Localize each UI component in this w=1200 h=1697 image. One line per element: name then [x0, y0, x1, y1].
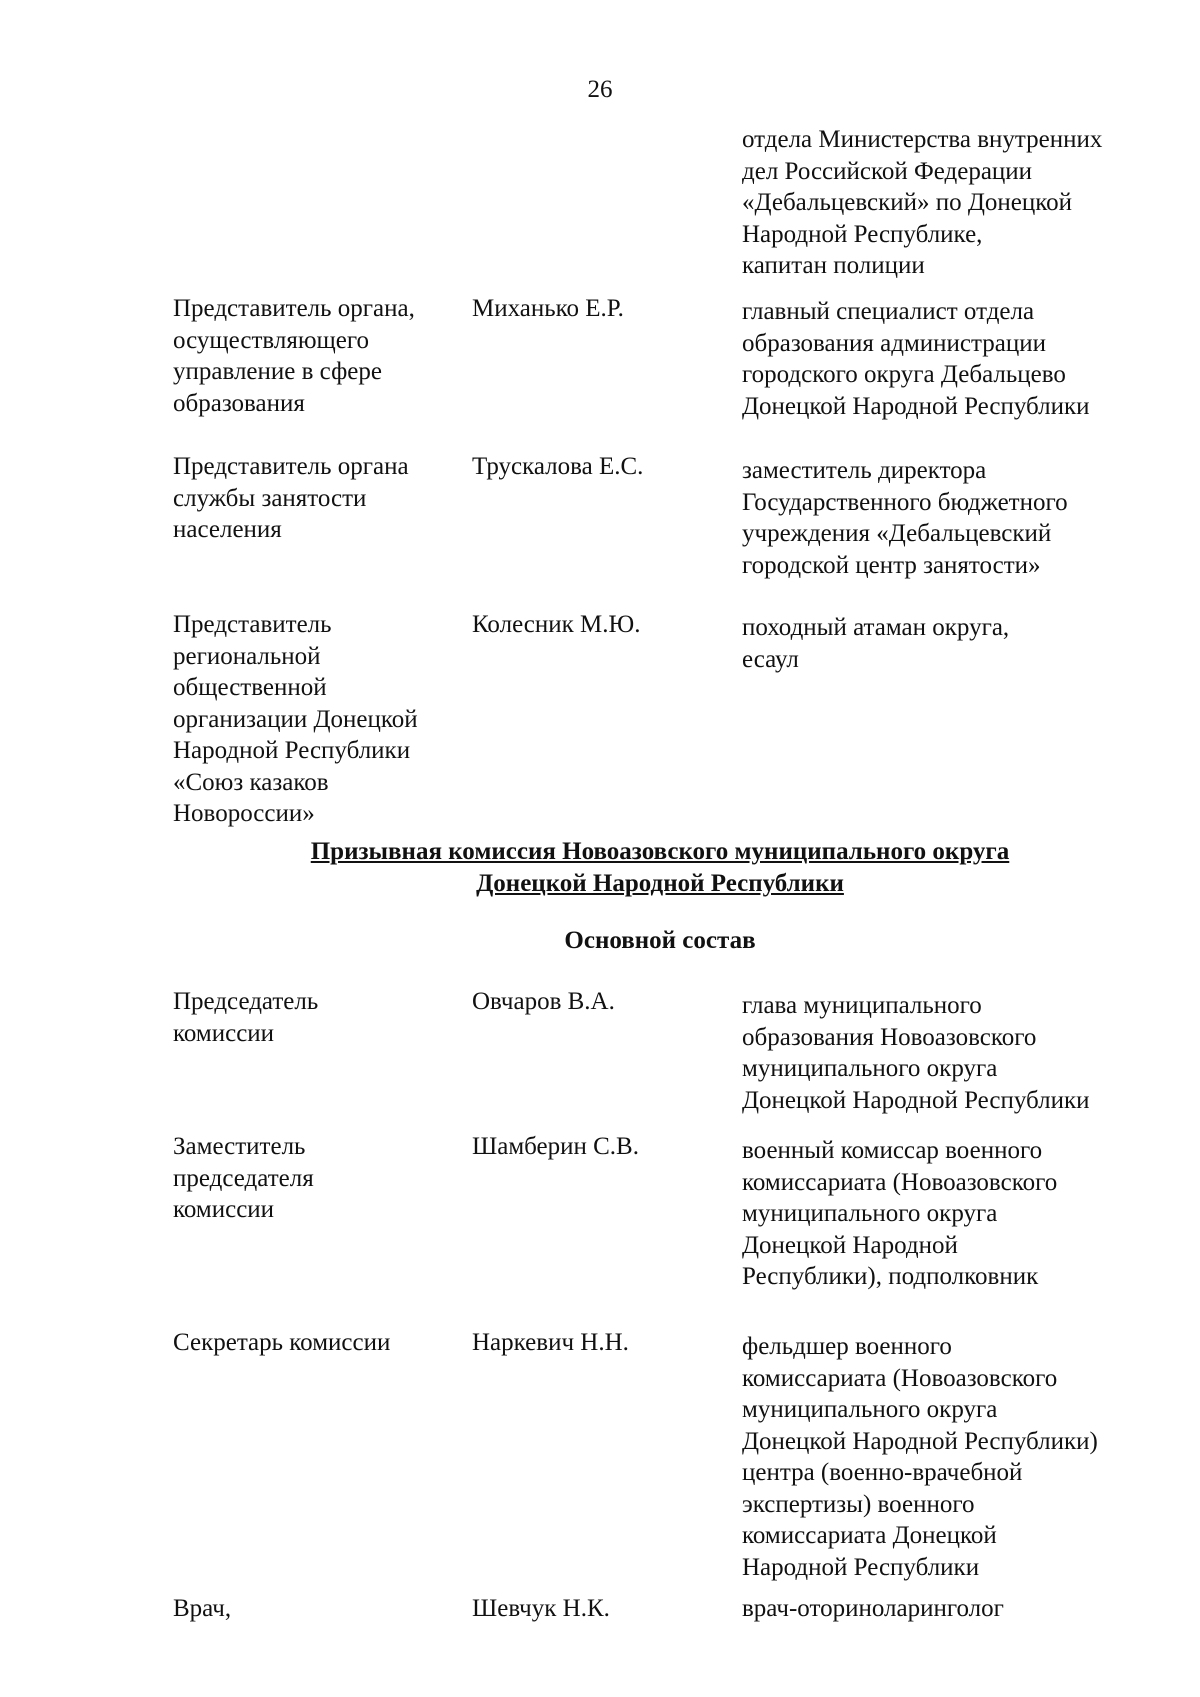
member-role: Заместитель председателя комиссии — [173, 1133, 314, 1223]
member-name: Шевчук Н.К. — [472, 1595, 610, 1622]
member-role: Секретарь комиссии — [173, 1329, 391, 1356]
member-position: врач-оториноларинголог — [742, 1595, 1004, 1622]
member-position: фельдшер военного комиссариата (Новоазовского муниципального округа Донецкой Народной Республики) центра (военно-врачебной экспертизы) военного комиссариата Донецкой Народной Республики — [742, 1333, 1098, 1581]
member-role: Врач, — [173, 1595, 232, 1622]
member-name: Овчаров В.А. — [472, 988, 615, 1015]
member-role: Представитель региональной общественной организации Донецкой Народной Республики «Союз казаков Новороссии» — [173, 611, 418, 827]
member-name: Шамберин С.В. — [472, 1133, 639, 1160]
page-number: 26 — [587, 76, 613, 103]
member-position: главный специалист отдела образования администрации городского округа Дебальцево Донецкой Народной Республики — [742, 298, 1090, 420]
member-name: Миханько Е.Р. — [472, 295, 624, 322]
member-role: Представитель органа, осуществляющего управление в сфере образования — [173, 295, 415, 417]
member-name: Трускалова Е.С. — [472, 453, 644, 480]
member-position: заместитель директора Государственного бюджетного учреждения «Дебальцевский городской центр занятости» — [742, 457, 1068, 579]
member-position: походный атаман округа, есаул — [742, 614, 1010, 673]
member-name: Наркевич Н.Н. — [472, 1329, 629, 1356]
member-role: Председатель комиссии — [173, 988, 319, 1047]
member-name: Колесник М.Ю. — [472, 611, 641, 638]
member-position: глава муниципального образования Новоазовского муниципального округа Донецкой Народной Республики — [742, 992, 1090, 1114]
previous-entry-position-continuation: отдела Министерства внутренних дел Российской Федерации «Дебальцевский» по Донецкой Народной Республике, капитан полиции — [742, 126, 1103, 279]
section-title: Основной состав — [564, 927, 756, 954]
member-role: Представитель органа службы занятости населения — [173, 453, 409, 543]
commission-heading-line-2: Донецкой Народной Республики — [476, 870, 844, 897]
member-position: военный комиссар военного комиссариата (Новоазовского муниципального округа Донецкой Народной Республики), подполковник — [742, 1137, 1058, 1290]
commission-heading-line-1: Призывная комиссия Новоазовского муниципального округа — [310, 838, 1010, 865]
